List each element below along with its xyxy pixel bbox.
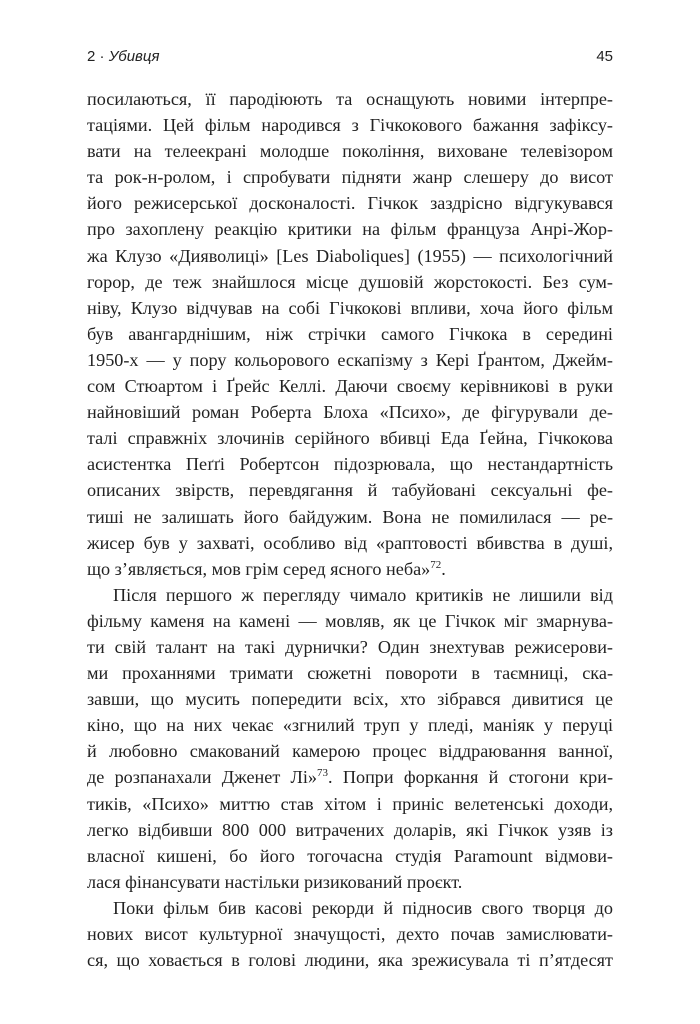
paragraph-1 — [87, 86, 613, 582]
chapter-title: Убивця — [108, 48, 160, 65]
text-line: завши, що мусить попередити всіх, хто зібрався дивитися це — [87, 689, 613, 710]
footnote-ref-73[interactable]: 73 — [317, 767, 329, 780]
text-line-last: лася фінансувати настільки ризикований проєкт. — [87, 871, 463, 892]
text-line: жисер був у захваті, особливо від «раптовості вбивства в душі, — [87, 532, 613, 553]
text-line: жа Клузо «Дияволиці» [Les Diaboliques] (1955) — психологічний — [87, 245, 613, 266]
text-line: ти свій талант на такі дурнички? Один знехтував режисерови- — [87, 636, 613, 657]
text-line: описаних звірств, перевдягання й табуйовані сексуальні фе- — [87, 480, 613, 501]
text-line — [87, 764, 613, 790]
text-line: кіно, що на них чекає «згнилий труп у пледі, маніяк у перуці — [87, 715, 613, 736]
text-line: Поки фільм бив касові рекорди й підносив свого творця до — [113, 897, 613, 918]
text-line: асистентка Пеґґі Робертсон підозрювала, що нестандартність — [87, 454, 613, 475]
text-fragment: . — [441, 558, 446, 579]
running-head — [87, 48, 613, 70]
text-fragment: де розпанахали Дженет Лі» — [87, 767, 318, 788]
text-line: тиків, «Психо» миттю став хітом і приніс велетенські доходи, — [87, 793, 613, 814]
page-number: 45 — [596, 48, 613, 65]
text-line: тиші не залишать його байдужим. Вона не помилилася — ре- — [87, 506, 613, 527]
text-line: талі справжніх злочинів серійного вбивці Еда Ґейна, Гічкокова — [87, 428, 613, 449]
text-line: ся, що ховається в голові людини, яка зрежисувала ті п’ятдесят — [87, 950, 613, 971]
text-line: власної кишені, бо його тогочасна студія Paramount відмови- — [87, 845, 613, 866]
text-line: найновіший роман Роберта Блоха «Психо», де фігурували де- — [87, 402, 613, 423]
paragraph-3 — [87, 895, 613, 973]
text-fragment: . Попри форкання й стогони кри- — [328, 767, 613, 788]
text-line: легко відбивши 800 000 витрачених доларів, які Гічкок узяв із — [87, 819, 613, 840]
text-line: вати на телеекрані молодше покоління, виховане телевізором — [87, 141, 613, 162]
text-line: 1950-х — у пору кольорового ескапізму з Кері Ґрантом, Джейм- — [87, 349, 613, 370]
text-line: фільму каменя на камені — мовляв, як це Гічкок міг змарнува- — [87, 610, 613, 631]
text-line: про захоплену реакцію критики на фільм француза Анрі-Жор- — [87, 219, 613, 240]
text-line-last — [87, 556, 613, 582]
text-line: та рок-н-ролом, і спробувати підняти жанр слешеру до висот — [87, 167, 613, 188]
text-line: ми проханнями тримати сюжетні повороти в таємниці, ска- — [87, 663, 613, 684]
text-fragment: що з’являється, мов грім серед ясного неба» — [87, 558, 431, 579]
text-line: його режисерської досконалості. Гічкок заздрісно відгукувався — [87, 193, 613, 214]
text-line: був авангарднішим, ніж стрічки самого Гічкока в середині — [87, 323, 613, 344]
footnote-ref-72[interactable]: 72 — [430, 558, 442, 571]
text-line: сом Стюартом і Ґрейс Келлі. Даючи своєму керівникові в руки — [87, 376, 613, 397]
text-line: Після першого ж перегляду чимало критиків не лишили від — [113, 584, 613, 605]
text-line: горор, де теж знайшлося місце душовій жорстокості. Без сум- — [87, 271, 613, 292]
chapter-label — [87, 48, 159, 65]
text-line: посилаються, її пародіюють та оснащують новими інтерпре- — [87, 89, 613, 109]
text-line: нових висот культурної значущості, дехто почав замислювати- — [87, 924, 613, 944]
text-line: й любовно смакований камерою процес віддраювання ванної, — [87, 741, 613, 762]
chapter-number: 2 · — [87, 48, 109, 65]
body-text — [87, 86, 613, 973]
paragraph-2 — [87, 582, 613, 895]
text-line: ніву, Клузо відчував на собі Гічкокові впливи, хоча його фільм — [87, 297, 613, 318]
text-line: таціями. Цей фільм народився з Гічкокового бажання зафіксу- — [87, 115, 613, 136]
